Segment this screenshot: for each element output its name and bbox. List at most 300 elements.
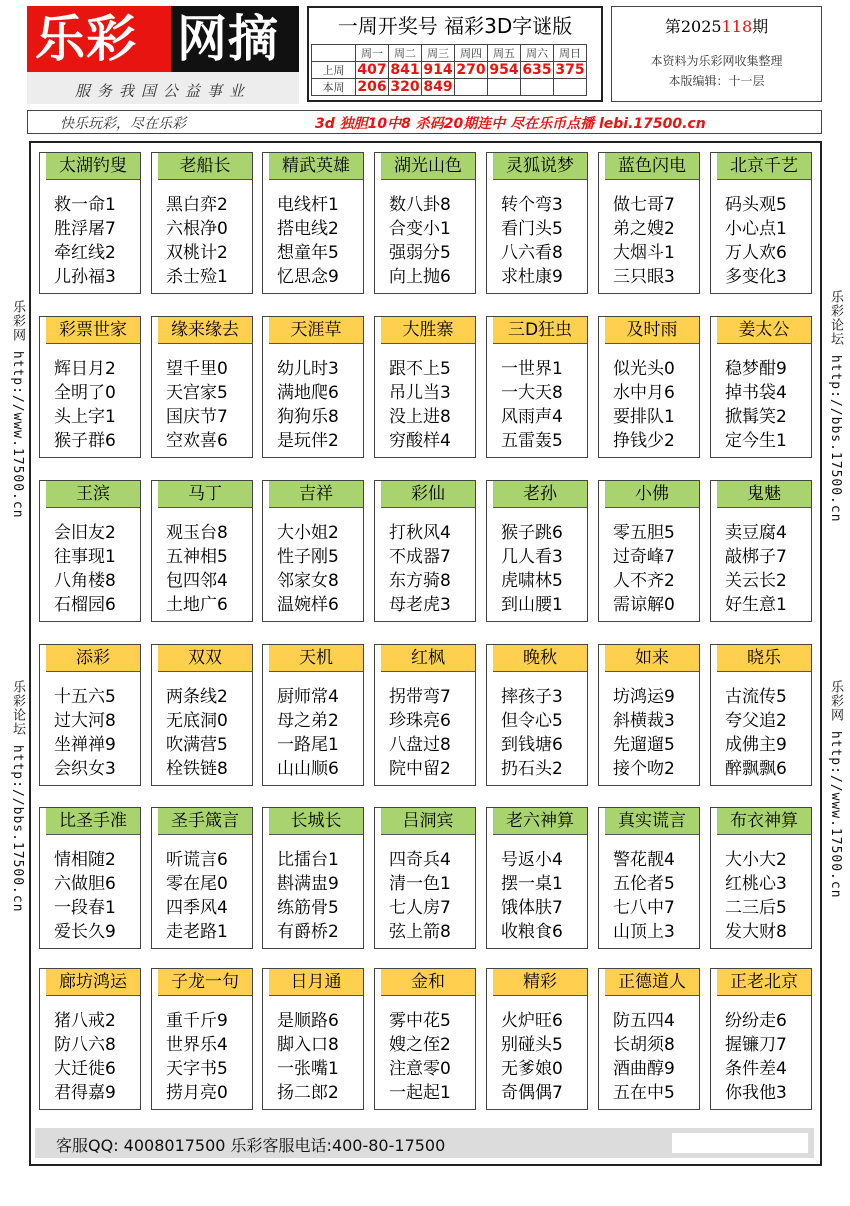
riddle-line: 一段春1 xyxy=(54,898,116,918)
riddle-card xyxy=(486,807,588,949)
riddle-line: 火炉旺6 xyxy=(501,1011,563,1031)
riddle-card-author: 添彩 xyxy=(46,645,140,672)
riddle-card xyxy=(39,480,141,622)
issue-note: 本资料为乐彩网收集整理 xyxy=(650,54,783,68)
riddle-line: 斟满盅9 xyxy=(277,874,339,894)
riddle-card-author: 彩仙 xyxy=(381,481,475,508)
page-title: 一周开奖号 福彩3D字谜版 xyxy=(337,14,573,38)
riddle-card-author: 正德道人 xyxy=(605,969,699,996)
riddle-line: 红桃心3 xyxy=(725,874,787,894)
riddle-card xyxy=(486,644,588,786)
riddle-line: 一世界1 xyxy=(501,359,563,379)
riddle-line: 奇偶偶7 xyxy=(501,1083,563,1103)
riddle-line: 需谅解0 xyxy=(613,595,675,615)
riddle-line: 栓铁链8 xyxy=(166,759,228,779)
riddle-line: 是玩伴2 xyxy=(277,431,339,451)
riddle-line: 关云长2 xyxy=(725,571,787,591)
weekday-label: 周一 xyxy=(356,45,389,62)
riddle-line: 条件差4 xyxy=(725,1059,787,1079)
riddle-card-author: 精武英雄 xyxy=(269,153,363,180)
riddle-card-author: 晚秋 xyxy=(493,645,587,672)
riddle-line: 救一命1 xyxy=(54,195,116,215)
riddle-line: 母老虎3 xyxy=(389,595,451,615)
riddle-line: 发大财8 xyxy=(725,922,787,942)
riddle-line: 院中留2 xyxy=(389,759,451,779)
riddle-card-author: 王滨 xyxy=(46,481,140,508)
riddle-line: 零五胆5 xyxy=(613,523,675,543)
riddle-card-author: 真实谎言 xyxy=(605,808,699,835)
riddle-line: 看门头5 xyxy=(501,219,563,239)
riddle-line: 转个弯3 xyxy=(501,195,563,215)
draw-number: 635 xyxy=(522,62,552,78)
riddle-card xyxy=(486,152,588,294)
riddle-card-author: 三D狂虫 xyxy=(493,317,587,344)
riddle-line: 猴子跳6 xyxy=(501,523,563,543)
riddle-line: 三只眼3 xyxy=(613,267,675,287)
riddle-card-author: 老孙 xyxy=(493,481,587,508)
riddle-line: 要排队1 xyxy=(613,407,675,427)
riddle-line: 情相随2 xyxy=(54,850,116,870)
riddle-line: 黑白弈2 xyxy=(166,195,228,215)
weekday-label: 周二 xyxy=(389,45,422,62)
riddle-card xyxy=(486,316,588,458)
this-week-label: 本周 xyxy=(312,79,356,96)
riddle-card-author: 长城长 xyxy=(269,808,363,835)
riddle-line: 比擂台1 xyxy=(277,850,339,870)
draw-number: 841 xyxy=(390,62,420,78)
logo-black-block xyxy=(171,6,299,72)
riddle-card-author: 老六神算 xyxy=(493,808,587,835)
riddle-line: 穷酸样4 xyxy=(389,431,451,451)
riddle-card-author: 大胜寨 xyxy=(381,317,475,344)
banner-promo: 3d 独胆10中8 杀码20期连中 尽在乐币点播 lebi.17500.cn xyxy=(315,116,706,132)
riddle-card xyxy=(486,480,588,622)
riddle-card xyxy=(710,152,812,294)
riddle-line: 东方骑8 xyxy=(389,571,451,591)
riddle-card xyxy=(598,644,700,786)
riddle-line: 一张嘴1 xyxy=(277,1059,339,1079)
riddle-card-author: 日月通 xyxy=(269,969,363,996)
riddle-line: 跟不上5 xyxy=(389,359,451,379)
riddle-line: 过大河8 xyxy=(54,711,116,731)
draw-number: 270 xyxy=(456,62,486,78)
riddle-card-author: 双双 xyxy=(158,645,252,672)
riddle-line: 观玉台8 xyxy=(166,523,228,543)
riddle-line: 两条线2 xyxy=(166,687,228,707)
draw-number: 407 xyxy=(357,62,387,78)
riddle-line: 八盘过8 xyxy=(389,735,451,755)
riddle-card xyxy=(710,316,812,458)
riddle-card-author: 吉祥 xyxy=(269,481,363,508)
riddle-line: 一路尾1 xyxy=(277,735,339,755)
riddle-line: 到钱塘6 xyxy=(501,735,563,755)
riddle-line: 八角楼8 xyxy=(54,571,116,591)
riddle-line: 杀士殓1 xyxy=(166,267,228,287)
riddle-line: 一起起1 xyxy=(389,1083,451,1103)
riddle-card xyxy=(39,807,141,949)
weekday-label: 周六 xyxy=(521,45,554,62)
riddle-line: 好生意1 xyxy=(725,595,787,615)
riddle-line: 纷纷走6 xyxy=(725,1011,787,1031)
riddle-card-author: 金和 xyxy=(381,969,475,996)
riddle-line: 十五六5 xyxy=(54,687,116,707)
riddle-line: 厨师常4 xyxy=(277,687,339,707)
logo-red-text: 乐彩 xyxy=(35,10,137,68)
draw-number: 849 xyxy=(423,79,453,95)
riddle-line: 挣钱少2 xyxy=(613,431,675,451)
riddle-line: 敲梆子7 xyxy=(725,547,787,567)
riddle-line: 会织女3 xyxy=(54,759,116,779)
riddle-card-author: 精彩 xyxy=(493,969,587,996)
riddle-line: 头上字1 xyxy=(54,407,116,427)
riddle-card-author: 湖光山色 xyxy=(381,153,475,180)
issue-value: 118 xyxy=(721,17,753,36)
footer-blank-box xyxy=(672,1133,808,1153)
issue-number xyxy=(611,14,822,37)
riddle-line: 重千斤9 xyxy=(166,1011,228,1031)
draw-number: 954 xyxy=(489,62,519,78)
riddle-card xyxy=(374,807,476,949)
riddle-line: 天字书5 xyxy=(166,1059,228,1079)
riddle-line: 五神相5 xyxy=(166,547,228,567)
riddle-line: 但令心5 xyxy=(501,711,563,731)
riddle-card xyxy=(39,316,141,458)
riddle-line: 性子刚5 xyxy=(277,547,339,567)
riddle-card xyxy=(151,968,253,1110)
riddle-card xyxy=(710,480,812,622)
riddle-card xyxy=(598,152,700,294)
draw-number: 206 xyxy=(357,79,387,95)
riddle-line: 你我他3 xyxy=(725,1083,787,1103)
riddle-line: 大迁徙6 xyxy=(54,1059,116,1079)
riddle-line: 天宫家5 xyxy=(166,383,228,403)
riddle-card-author: 天机 xyxy=(269,645,363,672)
riddle-line: 大烟斗1 xyxy=(613,243,675,263)
riddle-line: 六根净0 xyxy=(166,219,228,239)
riddle-line: 号返小4 xyxy=(501,850,563,870)
side-text-left-bottom: 乐彩论坛 http://bbs.17500.cn xyxy=(10,680,25,913)
riddle-card-author: 鬼魅 xyxy=(717,481,811,508)
riddle-card xyxy=(710,644,812,786)
riddle-card-author: 吕洞宾 xyxy=(381,808,475,835)
riddle-line: 国庆节7 xyxy=(166,407,228,427)
riddle-line: 吹满营5 xyxy=(166,735,228,755)
riddle-line: 多变化3 xyxy=(725,267,787,287)
riddle-line: 码头观5 xyxy=(725,195,787,215)
riddle-card xyxy=(374,644,476,786)
riddle-line: 捞月亮0 xyxy=(166,1083,228,1103)
weekday-header-row xyxy=(312,45,587,62)
riddle-line: 掉书袋4 xyxy=(725,383,787,403)
riddle-line: 石榴园6 xyxy=(54,595,116,615)
riddle-line: 弦上箭8 xyxy=(389,922,451,942)
riddle-line: 会旧友2 xyxy=(54,523,116,543)
riddle-card-author: 姜太公 xyxy=(717,317,811,344)
riddle-line: 斜横裁3 xyxy=(613,711,675,731)
riddle-line: 练筋骨5 xyxy=(277,898,339,918)
riddle-line: 醉飘飘6 xyxy=(725,759,787,779)
riddle-line: 合变小1 xyxy=(389,219,451,239)
riddle-line: 到山腰1 xyxy=(501,595,563,615)
riddle-line: 世界乐4 xyxy=(166,1035,228,1055)
riddle-line: 大小大2 xyxy=(725,850,787,870)
riddle-card xyxy=(151,644,253,786)
riddle-line: 小心点1 xyxy=(725,219,787,239)
riddle-line: 无底洞0 xyxy=(166,711,228,731)
riddle-card xyxy=(39,968,141,1110)
riddle-card-author: 北京千艺 xyxy=(717,153,811,180)
riddle-line: 无爹娘0 xyxy=(501,1059,563,1079)
riddle-line: 卖豆腐4 xyxy=(725,523,787,543)
riddle-line: 搭电线2 xyxy=(277,219,339,239)
draw-number xyxy=(521,79,554,96)
riddle-line: 脚入口8 xyxy=(277,1035,339,1055)
riddle-card-author: 正老北京 xyxy=(717,969,811,996)
riddle-line: 坐禅禅9 xyxy=(54,735,116,755)
riddle-card xyxy=(39,152,141,294)
draw-number: 914 xyxy=(423,62,453,78)
weekday-label: 周三 xyxy=(422,45,455,62)
side-text-right-top: 乐彩论坛 http://bbs.17500.cn xyxy=(828,290,843,523)
riddle-line: 防八六8 xyxy=(54,1035,116,1055)
riddle-card-author: 晓乐 xyxy=(717,645,811,672)
riddle-line: 坊鸿运9 xyxy=(613,687,675,707)
riddle-line: 有爵桥2 xyxy=(277,922,339,942)
riddle-line: 水中月6 xyxy=(613,383,675,403)
riddle-line: 强弱分5 xyxy=(389,243,451,263)
riddle-line: 珍珠亮6 xyxy=(389,711,451,731)
riddle-line: 牵红线2 xyxy=(54,243,116,263)
riddle-line: 全明了0 xyxy=(54,383,116,403)
riddle-card-author: 灵狐说梦 xyxy=(493,153,587,180)
riddle-card-author: 彩票世家 xyxy=(46,317,140,344)
riddle-line: 双桃计2 xyxy=(166,243,228,263)
riddle-card-author: 布衣神算 xyxy=(717,808,811,835)
riddle-line: 稳梦酣9 xyxy=(725,359,787,379)
riddle-line: 防五四4 xyxy=(613,1011,675,1031)
riddle-line: 吊儿当3 xyxy=(389,383,451,403)
riddle-line: 空欢喜6 xyxy=(166,431,228,451)
logo-black-text: 网摘 xyxy=(177,10,279,68)
riddle-line: 母之弟2 xyxy=(277,711,339,731)
riddle-line: 酒曲醇9 xyxy=(613,1059,675,1079)
riddle-card xyxy=(151,807,253,949)
riddle-line: 求杜康9 xyxy=(501,267,563,287)
weekday-label: 周日 xyxy=(554,45,587,62)
riddle-line: 先遛遛5 xyxy=(613,735,675,755)
riddle-card-author: 子龙一句 xyxy=(158,969,252,996)
riddle-card xyxy=(374,968,476,1110)
draw-number xyxy=(488,79,521,96)
riddle-line: 狗狗乐8 xyxy=(277,407,339,427)
riddle-card xyxy=(262,316,364,458)
riddle-card-author: 老船长 xyxy=(158,153,252,180)
riddle-card xyxy=(151,480,253,622)
issue-prefix: 第2025 xyxy=(664,17,722,36)
riddle-line: 数八卦8 xyxy=(389,195,451,215)
riddle-line: 七人房7 xyxy=(389,898,451,918)
riddle-line: 万人欢6 xyxy=(725,243,787,263)
riddle-line: 摆一桌1 xyxy=(501,874,563,894)
riddle-line: 山顶上3 xyxy=(613,922,675,942)
riddle-line: 饿体肤7 xyxy=(501,898,563,918)
riddle-line: 风雨声4 xyxy=(501,407,563,427)
riddle-line: 收粮食6 xyxy=(501,922,563,942)
weekday-label: 周四 xyxy=(455,45,488,62)
riddle-line: 五在中5 xyxy=(613,1083,675,1103)
riddle-line: 打秋风4 xyxy=(389,523,451,543)
riddle-line: 做七哥7 xyxy=(613,195,675,215)
riddle-line: 扬二郎2 xyxy=(277,1083,339,1103)
riddle-card xyxy=(374,152,476,294)
riddle-line: 不成器7 xyxy=(389,547,451,567)
weekly-results-table xyxy=(311,44,587,96)
last-week-row xyxy=(312,62,587,79)
riddle-card xyxy=(710,968,812,1110)
issue-editor: 本版编辑：十一层 xyxy=(668,74,765,88)
riddle-line: 接个吻2 xyxy=(613,759,675,779)
riddle-line: 温婉样6 xyxy=(277,595,339,615)
riddle-line: 五雷轰5 xyxy=(501,431,563,451)
riddle-line: 听谎言6 xyxy=(166,850,228,870)
riddle-line: 扔石头2 xyxy=(501,759,563,779)
riddle-card xyxy=(262,152,364,294)
riddle-line: 人不齐2 xyxy=(613,571,675,591)
riddle-line: 四季风4 xyxy=(166,898,228,918)
riddle-card xyxy=(262,480,364,622)
riddle-line: 六做胆6 xyxy=(54,874,116,894)
issue-suffix: 期 xyxy=(752,17,769,36)
corner-cell xyxy=(312,45,356,62)
riddle-line: 电线杆1 xyxy=(277,195,339,215)
riddle-line: 一大天8 xyxy=(501,383,563,403)
riddle-line: 满地爬6 xyxy=(277,383,339,403)
riddle-line: 邻家女8 xyxy=(277,571,339,591)
riddle-card xyxy=(262,968,364,1110)
riddle-line: 七八中7 xyxy=(613,898,675,918)
riddle-line: 包四邻4 xyxy=(166,571,228,591)
draw-number xyxy=(554,79,587,96)
riddle-card-author: 缘来缘去 xyxy=(158,317,252,344)
side-text-right-bottom: 乐彩网 http://www.17500.cn xyxy=(828,680,843,899)
riddle-card-author: 及时雨 xyxy=(605,317,699,344)
riddle-line: 胜浮屠7 xyxy=(54,219,116,239)
riddle-card-author: 廊坊鸿运 xyxy=(46,969,140,996)
riddle-card-author: 如来 xyxy=(605,645,699,672)
riddle-line: 没上进8 xyxy=(389,407,451,427)
riddle-line: 清一色1 xyxy=(389,874,451,894)
riddle-line: 猪八戒2 xyxy=(54,1011,116,1031)
logo-slogan: 服务我国公益事业 xyxy=(74,82,251,100)
riddle-line: 握镰刀7 xyxy=(725,1035,787,1055)
riddle-card-author: 比圣手准 xyxy=(46,808,140,835)
riddle-card-author: 天涯草 xyxy=(269,317,363,344)
riddle-line: 爱长久9 xyxy=(54,922,116,942)
riddle-card xyxy=(710,807,812,949)
riddle-line: 向上抛6 xyxy=(389,267,451,287)
banner-slogan: 快乐玩彩，尽在乐彩 xyxy=(60,116,186,132)
this-week-row xyxy=(312,79,587,96)
side-text-left-top: 乐彩网 http://www.17500.cn xyxy=(10,300,25,519)
riddle-line: 雾中花5 xyxy=(389,1011,451,1031)
riddle-line: 山山顺6 xyxy=(277,759,339,779)
riddle-line: 土地广6 xyxy=(166,595,228,615)
riddle-card-author: 圣手箴言 xyxy=(158,808,252,835)
riddle-line: 虎啸林5 xyxy=(501,571,563,591)
riddle-line: 望千里0 xyxy=(166,359,228,379)
riddle-line: 定今生1 xyxy=(725,431,787,451)
riddle-line: 嫂之侄2 xyxy=(389,1035,451,1055)
riddle-line: 辉日月2 xyxy=(54,359,116,379)
last-week-label: 上周 xyxy=(312,62,356,79)
riddle-card-author: 小佛 xyxy=(605,481,699,508)
riddle-line: 想童年5 xyxy=(277,243,339,263)
riddle-line: 忆思念9 xyxy=(277,267,339,287)
riddle-card xyxy=(598,807,700,949)
riddle-line: 往事现1 xyxy=(54,547,116,567)
riddle-line: 似光头0 xyxy=(613,359,675,379)
riddle-card xyxy=(374,316,476,458)
riddle-line: 幼儿时3 xyxy=(277,359,339,379)
riddle-card xyxy=(39,644,141,786)
riddle-line: 长胡须8 xyxy=(613,1035,675,1055)
riddle-card xyxy=(262,807,364,949)
riddle-line: 是顺路6 xyxy=(277,1011,339,1031)
riddle-line: 几人看3 xyxy=(501,547,563,567)
riddle-line: 弟之嫂2 xyxy=(613,219,675,239)
riddle-line: 掀髯笑2 xyxy=(725,407,787,427)
riddle-line: 警花靓4 xyxy=(613,850,675,870)
riddle-line: 四奇兵4 xyxy=(389,850,451,870)
riddle-line: 二三后5 xyxy=(725,898,787,918)
riddle-card xyxy=(151,316,253,458)
draw-number: 320 xyxy=(390,79,420,95)
weekday-label: 周五 xyxy=(488,45,521,62)
riddle-card xyxy=(598,480,700,622)
riddle-line: 摔孩子3 xyxy=(501,687,563,707)
riddle-card-author: 红枫 xyxy=(381,645,475,672)
riddle-line: 注意零0 xyxy=(389,1059,451,1079)
riddle-line: 古流传5 xyxy=(725,687,787,707)
footer-contact: 客服QQ: 4008017500 乐彩客服电话:400-80-17500 xyxy=(56,1136,446,1155)
riddle-line: 五伦者5 xyxy=(613,874,675,894)
riddle-line: 过奇峰7 xyxy=(613,547,675,567)
riddle-card xyxy=(262,644,364,786)
riddle-line: 别碰头5 xyxy=(501,1035,563,1055)
riddle-card xyxy=(486,968,588,1110)
riddle-line: 君得嘉9 xyxy=(54,1083,116,1103)
riddle-line: 大小姐2 xyxy=(277,523,339,543)
riddle-line: 儿孙福3 xyxy=(54,267,116,287)
logo-red-block xyxy=(27,6,171,72)
riddle-line: 拐带弯7 xyxy=(389,687,451,707)
riddle-card-author: 太湖钓叟 xyxy=(46,153,140,180)
riddle-line: 夸父追2 xyxy=(725,711,787,731)
riddle-line: 八六看8 xyxy=(501,243,563,263)
draw-number: 375 xyxy=(555,62,585,78)
riddle-card-author: 蓝色闪电 xyxy=(605,153,699,180)
riddle-card xyxy=(598,968,700,1110)
riddle-line: 零在尾0 xyxy=(166,874,228,894)
draw-number xyxy=(455,79,488,96)
riddle-card xyxy=(374,480,476,622)
riddle-card xyxy=(598,316,700,458)
riddle-line: 猴子群6 xyxy=(54,431,116,451)
riddle-line: 走老路1 xyxy=(166,922,228,942)
riddle-line: 成佛主9 xyxy=(725,735,787,755)
riddle-card xyxy=(151,152,253,294)
riddle-card-author: 马丁 xyxy=(158,481,252,508)
